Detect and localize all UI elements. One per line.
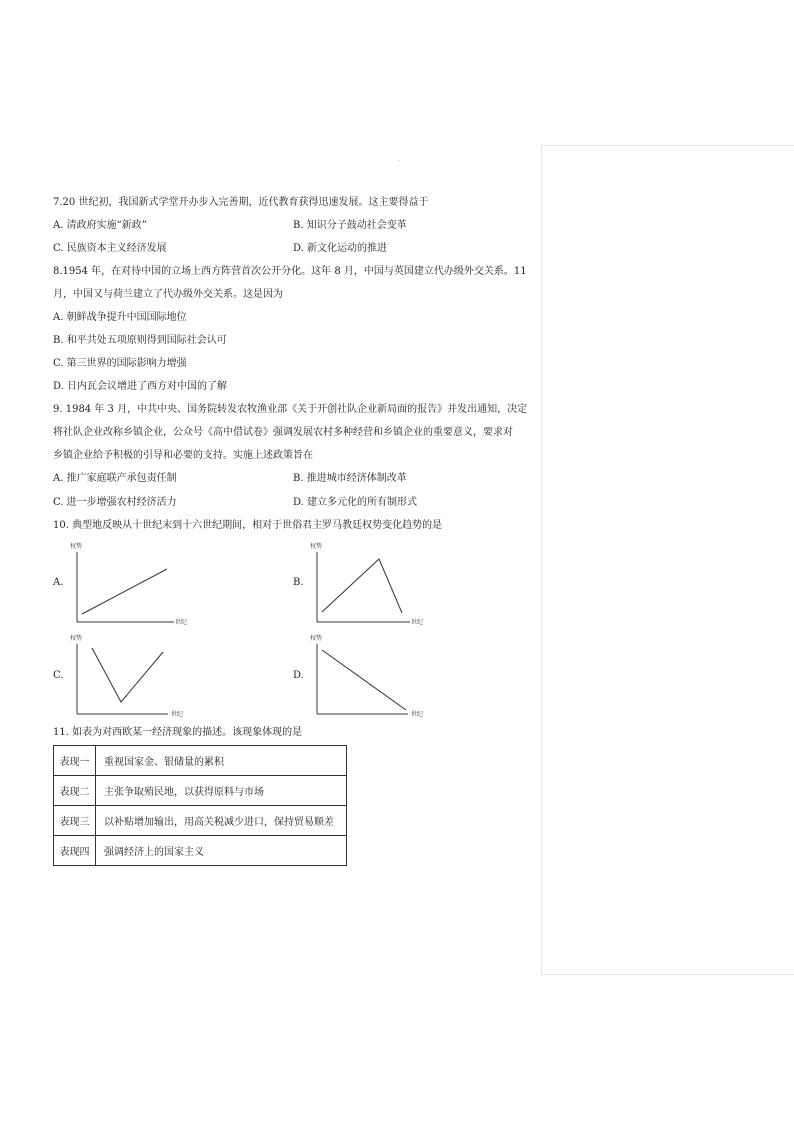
q9-stem-line2: 将社队企业改称乡镇企业，公众号《高中借试卷》强调发展农村多种经营和乡镇企业的重要意义，要求对 [53, 427, 513, 438]
q9-option-a[interactable]: A. 推广家庭联产承包责任制 [53, 473, 177, 484]
table-row-header: 表现一 [54, 746, 96, 776]
q8-option-b[interactable]: B. 和平共处五项原则得到国际社会认可 [53, 335, 227, 346]
q10-graph-b[interactable] [304, 540, 434, 626]
side-panel [541, 145, 794, 975]
table-row-text: 主张争取殖民地，以获得原料与市场 [96, 776, 347, 806]
q8-stem-line2: 月，中国又与荷兰建立了代办级外交关系。这是因为 [53, 289, 283, 300]
q10-graph-a[interactable] [64, 540, 194, 626]
page-dot: · [398, 158, 400, 165]
q11-table [53, 745, 347, 866]
graph-c-y-label: 权势 [70, 635, 83, 642]
q7-option-c[interactable]: C. 民族资本主义经济发展 [53, 243, 167, 254]
q11-stem: 11. 如表为对西欧某一经济现象的描述。该现象体现的是 [53, 727, 303, 738]
q10-graph-d[interactable] [304, 632, 434, 718]
table-row [54, 776, 347, 806]
q7-option-d[interactable]: D. 新文化运动的推进 [293, 243, 388, 254]
table-row [54, 806, 347, 836]
q10-option-b-letter[interactable]: B. [293, 577, 304, 588]
q8-option-c[interactable]: C. 第三世界的国际影响力增强 [53, 358, 187, 369]
q7-option-b[interactable]: B. 知识分子鼓动社会变革 [293, 220, 407, 231]
q9-stem-line1: 9. 1984 年 3 月，中共中央、国务院转发农牧渔业部《关于开创社队企业新局面的报告》并发出通知，决定 [53, 404, 528, 415]
q7-stem: 7.20 世纪初，我国新式学堂开办步入完善期，近代教育获得迅速发展。这主要得益于 [53, 197, 429, 208]
table-row-header: 表现三 [54, 806, 96, 836]
graph-d-y-label: 权势 [310, 635, 323, 642]
q10-option-a-letter[interactable]: A. [53, 577, 64, 588]
q8-option-a[interactable]: A. 朝鲜战争提升中国国际地位 [53, 312, 187, 323]
table-row [54, 836, 347, 866]
table-row-text: 以补贴增加输出，用高关税减少进口，保持贸易顺差 [96, 806, 347, 836]
graph-b-y-label: 权势 [310, 543, 323, 550]
table-row-header: 表现四 [54, 836, 96, 866]
graph-d-x-label: 世纪 [411, 711, 424, 718]
table-row-text: 强调经济上的国家主义 [96, 836, 347, 866]
table-row-text: 重视国家金、银储量的累积 [96, 746, 347, 776]
graph-d-trend-line [322, 650, 406, 710]
q10-stem: 10. 典型地反映从十世纪末到十六世纪期间，相对于世俗君主罗马教廷权势变化趋势的是 [53, 520, 443, 531]
q10-graph-c[interactable] [64, 632, 194, 718]
table-row-header: 表现二 [54, 776, 96, 806]
graph-c-trend-line [92, 648, 163, 702]
q8-stem-line1: 8.1954 年，在对待中国的立场上西方阵营首次公开分化。这年 8 月，中国与英国建立代办级外交关系。11 [53, 266, 527, 277]
graph-a-x-label: 世纪 [175, 619, 188, 626]
q10-option-c-letter[interactable]: C. [53, 670, 64, 681]
q9-stem-line3: 乡镇企业给予积极的引导和必要的支持。实施上述政策旨在 [53, 450, 313, 461]
q8-option-d[interactable]: D. 日内瓦会议增进了西方对中国的了解 [53, 381, 228, 392]
graph-b-x-label: 世纪 [411, 619, 424, 626]
graph-a-y-label: 权势 [70, 543, 83, 550]
q9-option-c[interactable]: C. 进一步增强农村经济活力 [53, 497, 177, 508]
graph-a-trend-line [82, 569, 167, 614]
graph-b-trend-line [322, 559, 402, 613]
table-row [54, 746, 347, 776]
q9-option-b[interactable]: B. 推进城市经济体制改革 [293, 473, 407, 484]
q10-option-d-letter[interactable]: D. [293, 670, 304, 681]
q9-option-d[interactable]: D. 建立多元化的所有制形式 [293, 497, 418, 508]
q7-option-a[interactable]: A. 清政府实施“新政” [53, 220, 147, 231]
graph-c-x-label: 世纪 [171, 711, 184, 718]
